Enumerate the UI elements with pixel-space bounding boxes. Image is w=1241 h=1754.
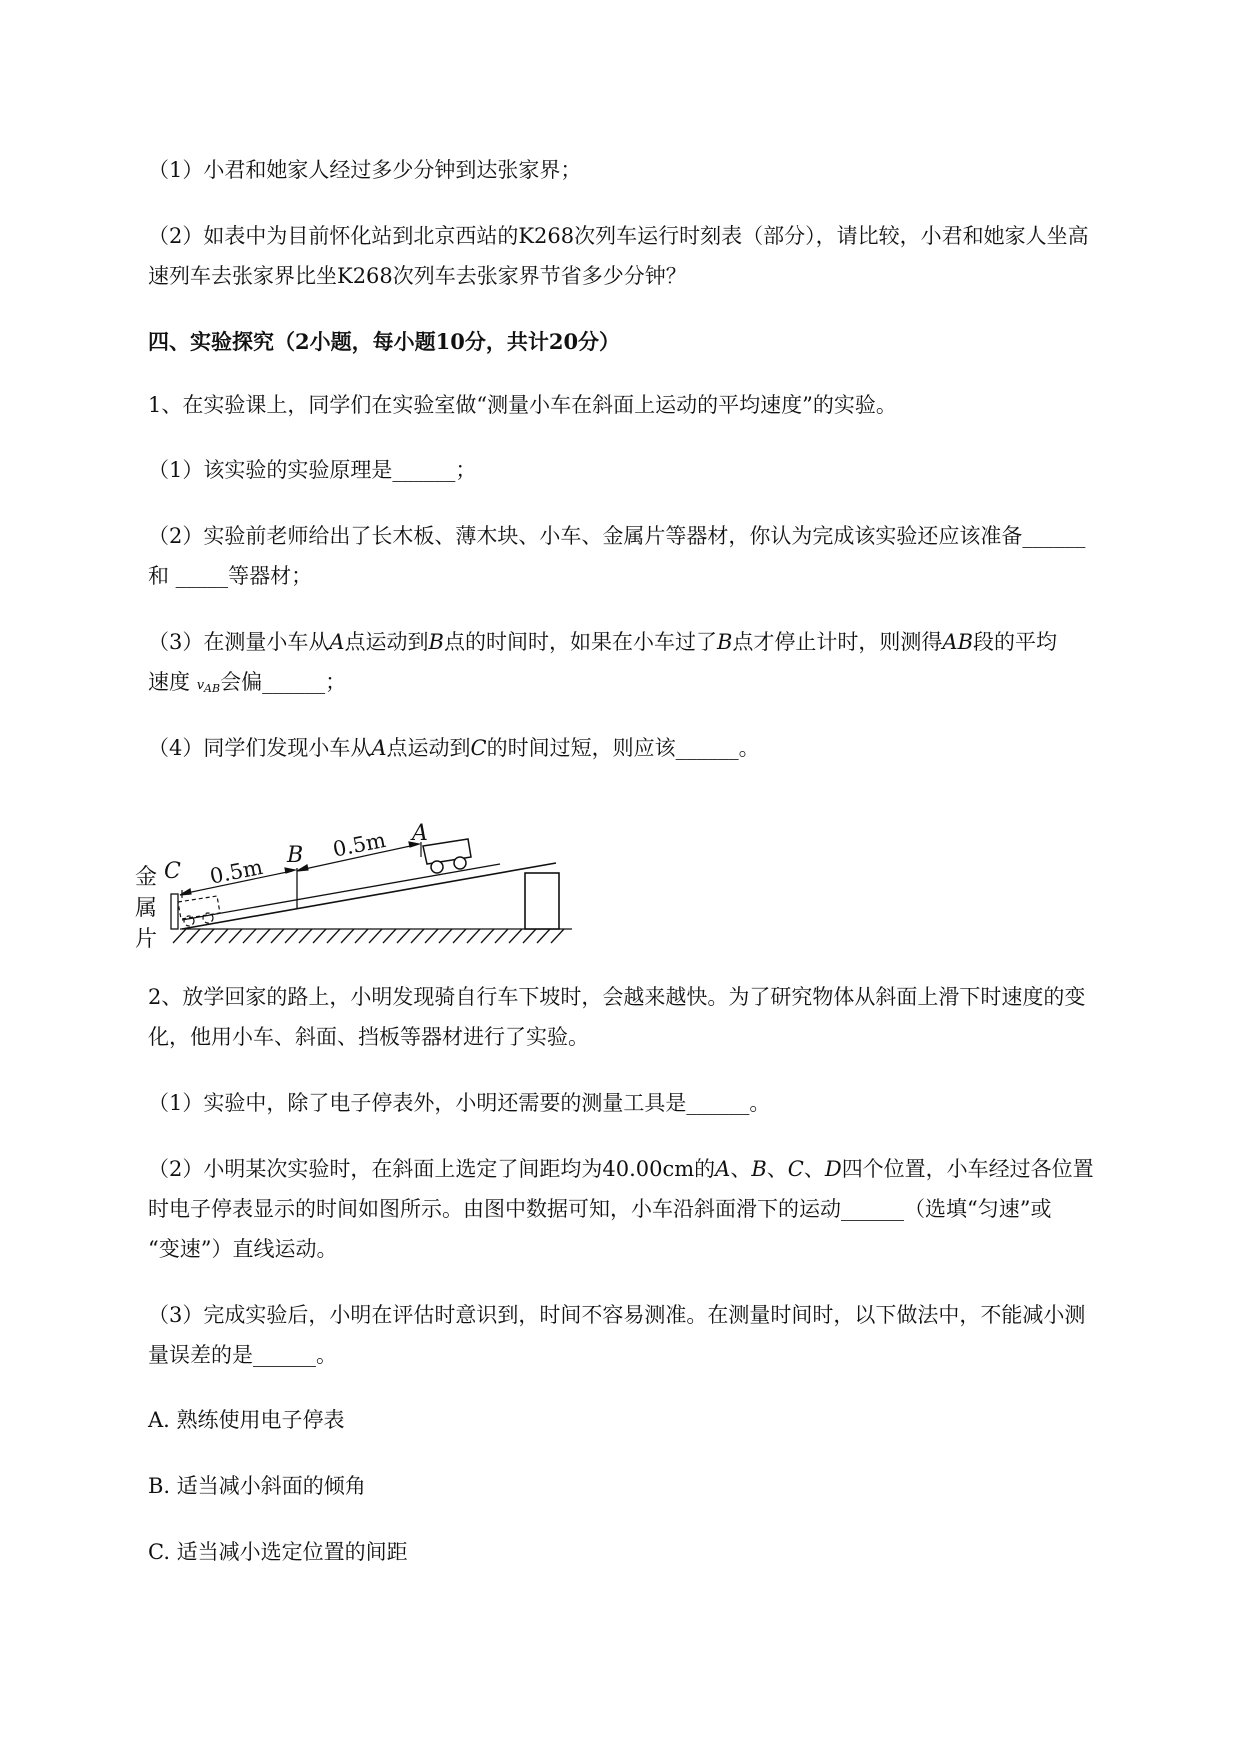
label-a: A [412, 821, 428, 846]
metal-label-3: 片 [135, 927, 158, 952]
problem-2-question-3-line-2: 量误差的是______。 [148, 1343, 337, 1367]
metal-label-1: 金 [135, 865, 158, 890]
option-b: B. 适当减小斜面的倾角 [148, 1474, 366, 1498]
problem-1-intro: 1、在实验课上，同学们在实验室做“测量小车在斜面上运动的平均速度”的实验。 [148, 393, 897, 417]
metal-plate [171, 894, 178, 929]
ground-hatch [173, 929, 572, 943]
problem-1-question-3-line-2: 速度 $v_{AB}$会偏______； [148, 670, 347, 695]
cart-at-c [178, 896, 220, 926]
problem-2-question-2-line-3: “变速”）直线运动。 [148, 1237, 338, 1261]
problem-1-question-2-line-1: （2）实验前老师给出了长木板、薄木块、小车、金属片等器材，你认为完成该实验还应该准备______ [148, 524, 1086, 548]
label-b: B [287, 843, 304, 868]
problem-2-question-3-line-1: （3）完成实验后，小明在评估时意识到，时间不容易测准。在测量时间时，以下做法中，不能减小测 [148, 1303, 1086, 1327]
problem-2-question-2-line-1: （2）小明某次实验时，在斜面上选定了间距均为40.00cm的A、B、C、D四个位置，小车经过各位置 [148, 1157, 1094, 1181]
distance-ba: 0.5m [330, 827, 388, 862]
metal-label-2: 属 [135, 896, 158, 921]
option-c: C. 适当减小选定位置的间距 [148, 1540, 408, 1564]
problem-2-question-2-line-2: 时电子停表显示的时间如图所示。由图中数据可知，小车沿斜面滑下的运动______（选填“匀速”或 [148, 1197, 1052, 1221]
problem-2-question-1: （1）实验中，除了电子停表外，小明还需要的测量工具是______。 [148, 1091, 771, 1115]
problem-2-intro-line-2: 化，他用小车、斜面、挡板等器材进行了实验。 [148, 1025, 589, 1049]
incline-experiment-figure [135, 798, 580, 960]
problem-1-question-3-line-1: （3）在测量小车从A点运动到B点的时间时，如果在小车过了B点才停止计时，则测得AB段的平均 [148, 630, 1058, 654]
prev-question-1: （1）小君和她家人经过多少分钟到达张家界； [148, 158, 582, 182]
support-block [525, 873, 559, 929]
problem-1-question-4: （4）同学们发现小车从A点运动到C的时间过短，则应该______。 [148, 736, 760, 760]
label-c: C [164, 859, 181, 884]
cart-at-a [423, 839, 471, 873]
prev-question-2-line-1: （2）如表中为目前怀化站到北京西站的K268次列车运行时刻表（部分），请比较，小君和她家人坐高 [148, 224, 1089, 248]
prev-question-2-line-2: 速列车去张家界比坐K268次列车去张家界节省多少分钟？ [148, 264, 687, 288]
problem-1-question-1: （1）该实验的实验原理是______； [148, 458, 477, 482]
section-heading: 四、实验探究（2小题，每小题10分，共计20分） [148, 329, 621, 354]
problem-1-question-2-line-2: 和 _____等器材； [148, 564, 313, 588]
distance-cb: 0.5m [207, 854, 265, 889]
problem-2-intro-line-1: 2、放学回家的路上，小明发现骑自行车下坡时，会越来越快。为了研究物体从斜面上滑下时速度的变 [148, 985, 1086, 1009]
option-a: A. 熟练使用电子停表 [148, 1408, 345, 1432]
